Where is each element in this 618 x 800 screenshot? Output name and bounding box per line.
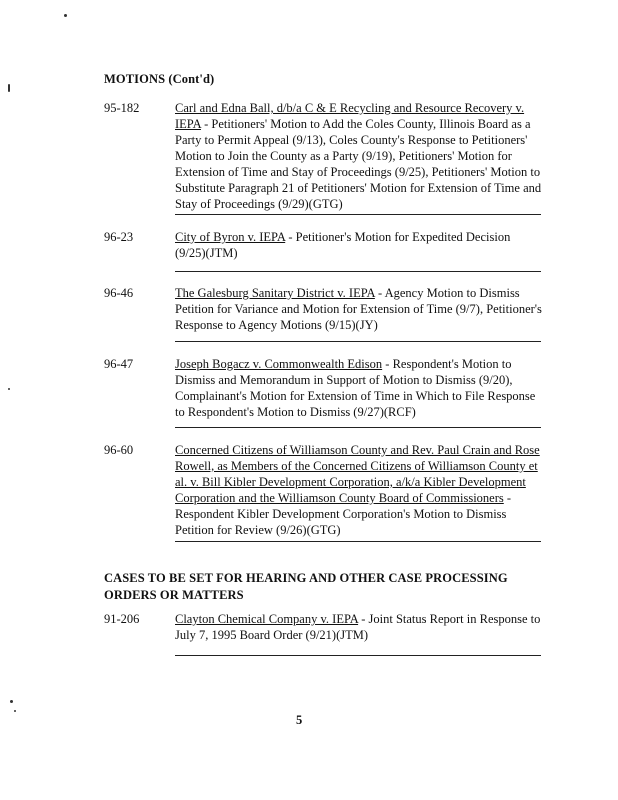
section-heading-line: ORDERS OR MATTERS (104, 588, 244, 602)
case-number: 91-206 (104, 612, 140, 626)
divider (175, 341, 541, 342)
case-title: City of Byron v. IEPA (175, 230, 286, 244)
case-number: 96-23 (104, 230, 134, 244)
case-title: Clayton Chemical Company v. IEPA (175, 612, 359, 626)
section-heading-motions: MOTIONS (Cont'd) (104, 72, 215, 86)
case-title: Joseph Bogacz v. Commonwealth Edison (175, 357, 383, 371)
case-title: Carl and Edna Ball, d/b/a C & E Recycling and Resource Recovery v. IEPA (175, 101, 525, 131)
scan-speck (64, 14, 67, 17)
case-entry (175, 229, 543, 261)
case-number: 95-182 (104, 101, 140, 115)
case-description: - Petitioners' Motion to Add the Coles County, Illinois Board as a Party to Permit Appeal (9/13), Coles County's Response to Petitioners' Motion to Join the County as a Party (9/19), Petitioners' Motion for Extension of Time and Stay of Proceedings (9/25), Petitioners' Motion to Substitute Paragraph 21 of Petitioners' Motion for Extension of Time and Stay of Proceedings (9/29)(GTG) (175, 117, 542, 211)
section-heading-line: CASES TO BE SET FOR HEARING AND OTHER CASE PROCESSING (104, 571, 508, 585)
case-title: Concerned Citizens of Williamson County and Rev. Paul Crain and Rose Rowell, as Members of the Concerned Citizens of Williamson County et al. v. Bill Kibler Development Corporation, a/k/a Kibler Development Corporation and the Williamson County Board of Commissioners (175, 443, 540, 505)
divider (175, 214, 541, 215)
section-heading-cases (104, 570, 508, 604)
scan-speck (8, 388, 10, 390)
case-entry (175, 285, 543, 333)
divider (175, 427, 541, 428)
case-number: 96-46 (104, 286, 134, 300)
case-number: 96-47 (104, 357, 134, 371)
case-description: - Joint Status Report in Response to July 7, 1995 Board Order (9/21)(JTM) (175, 612, 541, 642)
case-entry (175, 356, 543, 420)
divider (175, 271, 541, 272)
case-description: - Agency Motion to Dismiss Petition for Variance and Motion for Extension of Time (9/7), Petitioner's Response to Agency Motions (9/15)(JY) (175, 286, 542, 332)
divider (175, 655, 541, 656)
page-number: 5 (296, 713, 303, 727)
case-entry (175, 100, 543, 212)
case-entry (175, 442, 543, 538)
case-number: 96-60 (104, 443, 134, 457)
case-entry (175, 611, 543, 643)
scan-speck (10, 700, 13, 703)
case-description: - Respondent Kibler Development Corporation's Motion to Dismiss Petition for Review (9/26)(GTG) (175, 491, 512, 537)
divider (175, 541, 541, 542)
case-title: The Galesburg Sanitary District v. IEPA (175, 286, 375, 300)
case-description: - Petitioner's Motion for Expedited Decision (9/25)(JTM) (175, 230, 511, 260)
scan-speck (14, 710, 16, 712)
case-description: - Respondent's Motion to Dismiss and Memorandum in Support of Motion to Dismiss (9/20), Complainant's Motion for Extension of Time in Which to File Response to Respondent's Motion to Dismiss (9/27)(RCF) (175, 357, 536, 419)
scan-speck (8, 84, 10, 92)
